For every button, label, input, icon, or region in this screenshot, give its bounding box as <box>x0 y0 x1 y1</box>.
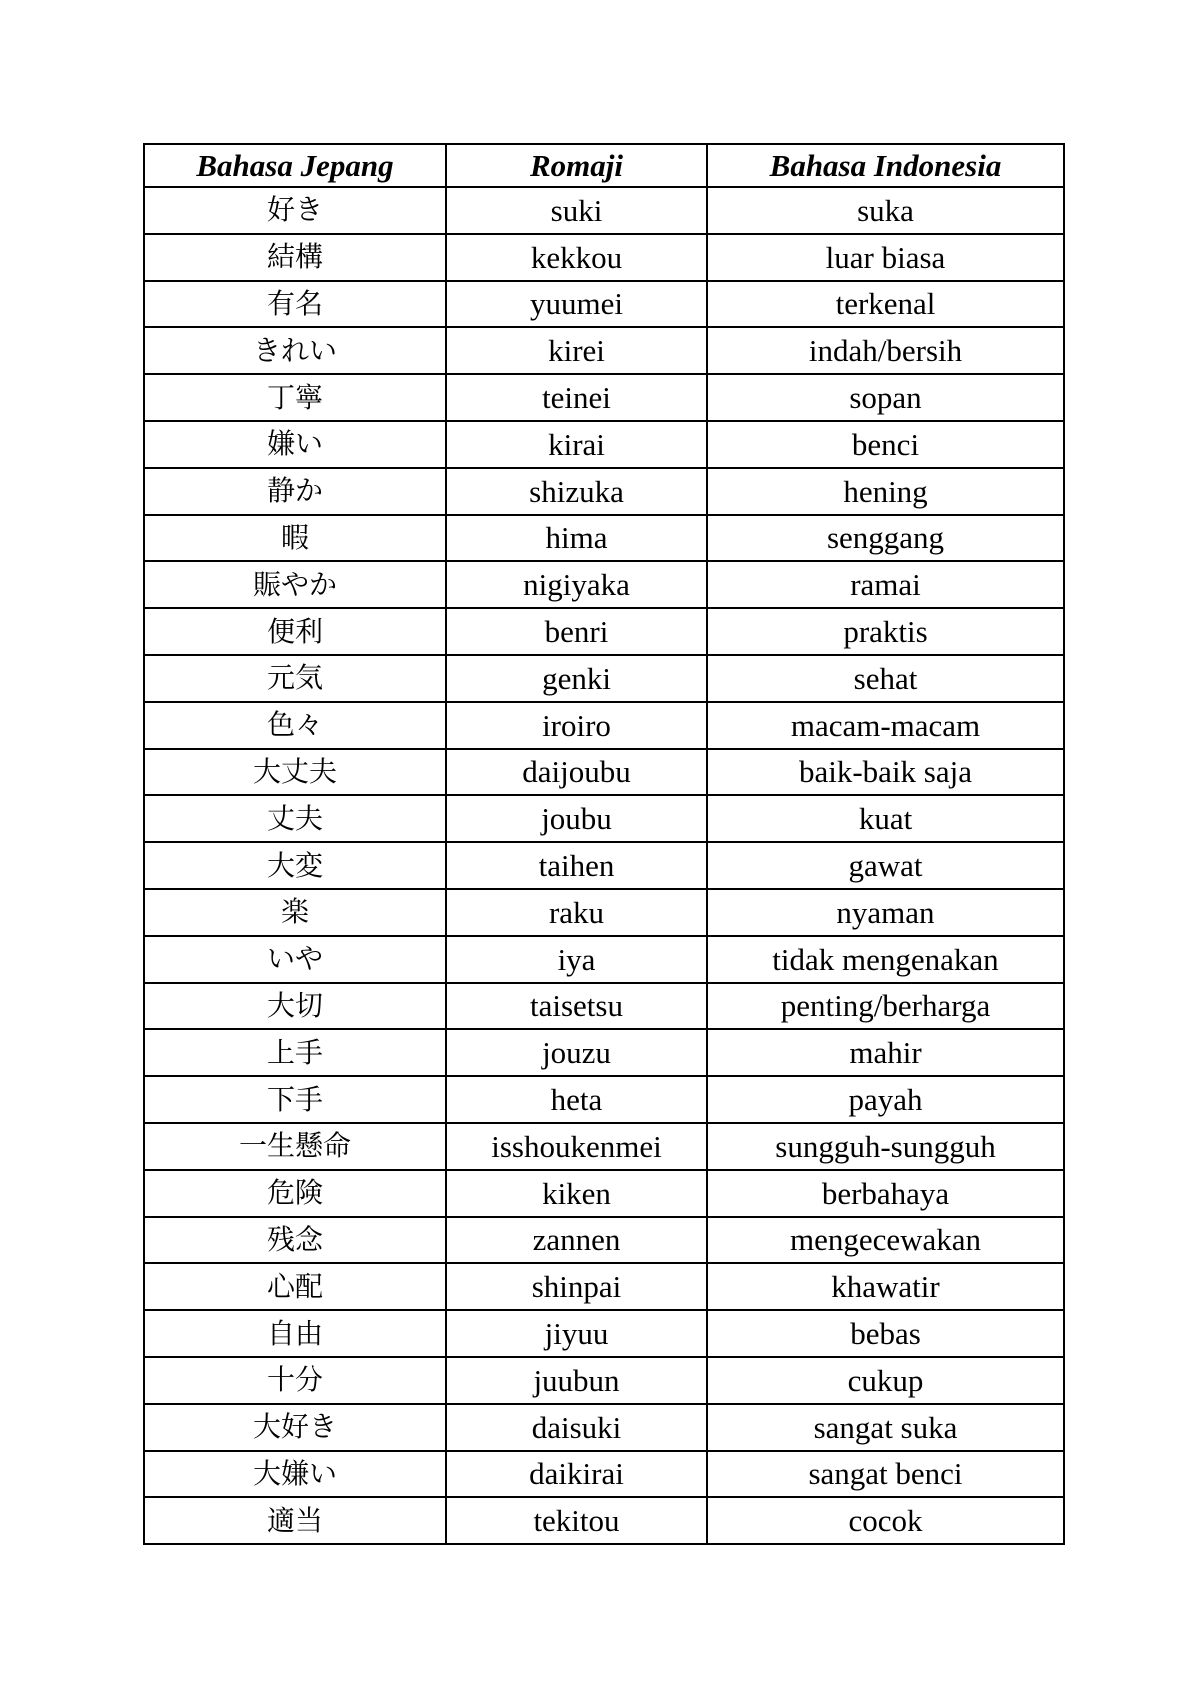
cell-indonesian: sungguh-sungguh <box>707 1123 1064 1170</box>
cell-romaji: shizuka <box>446 468 707 515</box>
vocabulary-table <box>143 143 1065 1545</box>
cell-indonesian: luar biasa <box>707 234 1064 281</box>
cell-indonesian: macam-macam <box>707 702 1064 749</box>
cell-romaji: kirei <box>446 327 707 374</box>
cell-romaji: suki <box>446 187 707 234</box>
cell-japanese: 賑やか <box>144 561 446 608</box>
cell-romaji: jouzu <box>446 1029 707 1076</box>
table-row <box>144 655 1064 702</box>
cell-romaji: genki <box>446 655 707 702</box>
cell-japanese: 静か <box>144 468 446 515</box>
cell-romaji: nigiyaka <box>446 561 707 608</box>
table-row <box>144 1076 1064 1123</box>
table-row <box>144 608 1064 655</box>
cell-indonesian: gawat <box>707 842 1064 889</box>
cell-indonesian: ramai <box>707 561 1064 608</box>
cell-japanese: 色々 <box>144 702 446 749</box>
cell-japanese: 大嫌い <box>144 1451 446 1498</box>
table-row <box>144 842 1064 889</box>
cell-romaji: iroiro <box>446 702 707 749</box>
cell-indonesian: payah <box>707 1076 1064 1123</box>
table-row <box>144 1217 1064 1264</box>
table-header-row <box>144 144 1064 187</box>
cell-japanese: 結構 <box>144 234 446 281</box>
cell-indonesian: indah/bersih <box>707 327 1064 374</box>
cell-romaji: yuumei <box>446 281 707 328</box>
table-row <box>144 983 1064 1030</box>
table-row <box>144 234 1064 281</box>
cell-japanese: 大好き <box>144 1404 446 1451</box>
table-row <box>144 421 1064 468</box>
table-row <box>144 702 1064 749</box>
cell-romaji: shinpai <box>446 1263 707 1310</box>
table-row <box>144 468 1064 515</box>
cell-indonesian: suka <box>707 187 1064 234</box>
table-row <box>144 515 1064 562</box>
table-row <box>144 1170 1064 1217</box>
cell-japanese: 暇 <box>144 515 446 562</box>
cell-romaji: juubun <box>446 1357 707 1404</box>
table-row <box>144 561 1064 608</box>
cell-indonesian: kuat <box>707 795 1064 842</box>
cell-japanese: 丈夫 <box>144 795 446 842</box>
cell-romaji: joubu <box>446 795 707 842</box>
cell-indonesian: hening <box>707 468 1064 515</box>
cell-romaji: heta <box>446 1076 707 1123</box>
cell-romaji: kekkou <box>446 234 707 281</box>
table-row <box>144 795 1064 842</box>
cell-romaji: daisuki <box>446 1404 707 1451</box>
cell-indonesian: terkenal <box>707 281 1064 328</box>
table-row <box>144 327 1064 374</box>
cell-romaji: zannen <box>446 1217 707 1264</box>
cell-romaji: taisetsu <box>446 983 707 1030</box>
cell-indonesian: sangat benci <box>707 1451 1064 1498</box>
table-body <box>144 187 1064 1544</box>
cell-indonesian: cukup <box>707 1357 1064 1404</box>
table-row <box>144 1357 1064 1404</box>
cell-romaji: benri <box>446 608 707 655</box>
table-row <box>144 1451 1064 1498</box>
cell-japanese: 元気 <box>144 655 446 702</box>
cell-romaji: kiken <box>446 1170 707 1217</box>
header-romaji: Romaji <box>446 144 707 187</box>
cell-indonesian: cocok <box>707 1497 1064 1544</box>
cell-japanese: 一生懸命 <box>144 1123 446 1170</box>
cell-indonesian: mahir <box>707 1029 1064 1076</box>
cell-indonesian: nyaman <box>707 889 1064 936</box>
table-row <box>144 1263 1064 1310</box>
table-row <box>144 936 1064 983</box>
table-row <box>144 1497 1064 1544</box>
table-row <box>144 281 1064 328</box>
cell-romaji: kirai <box>446 421 707 468</box>
cell-japanese: 楽 <box>144 889 446 936</box>
cell-japanese: 心配 <box>144 1263 446 1310</box>
cell-japanese: いや <box>144 936 446 983</box>
cell-romaji: iya <box>446 936 707 983</box>
cell-indonesian: sangat suka <box>707 1404 1064 1451</box>
cell-japanese: 嫌い <box>144 421 446 468</box>
cell-indonesian: benci <box>707 421 1064 468</box>
cell-japanese: 残念 <box>144 1217 446 1264</box>
cell-japanese: 有名 <box>144 281 446 328</box>
cell-indonesian: baik-baik saja <box>707 749 1064 796</box>
table-row <box>144 187 1064 234</box>
cell-romaji: tekitou <box>446 1497 707 1544</box>
cell-japanese: 危険 <box>144 1170 446 1217</box>
cell-indonesian: penting/berharga <box>707 983 1064 1030</box>
cell-indonesian: tidak mengenakan <box>707 936 1064 983</box>
cell-japanese: 大切 <box>144 983 446 1030</box>
header-indonesian: Bahasa Indonesia <box>707 144 1064 187</box>
table-row <box>144 1310 1064 1357</box>
cell-indonesian: sopan <box>707 374 1064 421</box>
cell-japanese: 下手 <box>144 1076 446 1123</box>
cell-romaji: isshoukenmei <box>446 1123 707 1170</box>
cell-indonesian: bebas <box>707 1310 1064 1357</box>
table-row <box>144 889 1064 936</box>
cell-indonesian: senggang <box>707 515 1064 562</box>
table-row <box>144 1404 1064 1451</box>
cell-indonesian: praktis <box>707 608 1064 655</box>
cell-japanese: 自由 <box>144 1310 446 1357</box>
cell-indonesian: berbahaya <box>707 1170 1064 1217</box>
cell-japanese: 丁寧 <box>144 374 446 421</box>
cell-indonesian: mengecewakan <box>707 1217 1064 1264</box>
cell-romaji: taihen <box>446 842 707 889</box>
cell-romaji: raku <box>446 889 707 936</box>
cell-japanese: きれい <box>144 327 446 374</box>
header-japanese: Bahasa Jepang <box>144 144 446 187</box>
cell-japanese: 大丈夫 <box>144 749 446 796</box>
cell-indonesian: khawatir <box>707 1263 1064 1310</box>
table-row <box>144 1029 1064 1076</box>
cell-romaji: jiyuu <box>446 1310 707 1357</box>
cell-japanese: 便利 <box>144 608 446 655</box>
table-row <box>144 1123 1064 1170</box>
table-row <box>144 749 1064 796</box>
cell-japanese: 大変 <box>144 842 446 889</box>
cell-japanese: 好き <box>144 187 446 234</box>
cell-japanese: 適当 <box>144 1497 446 1544</box>
table-row <box>144 374 1064 421</box>
cell-romaji: daikirai <box>446 1451 707 1498</box>
cell-japanese: 上手 <box>144 1029 446 1076</box>
cell-romaji: hima <box>446 515 707 562</box>
cell-indonesian: sehat <box>707 655 1064 702</box>
cell-japanese: 十分 <box>144 1357 446 1404</box>
cell-romaji: teinei <box>446 374 707 421</box>
cell-romaji: daijoubu <box>446 749 707 796</box>
